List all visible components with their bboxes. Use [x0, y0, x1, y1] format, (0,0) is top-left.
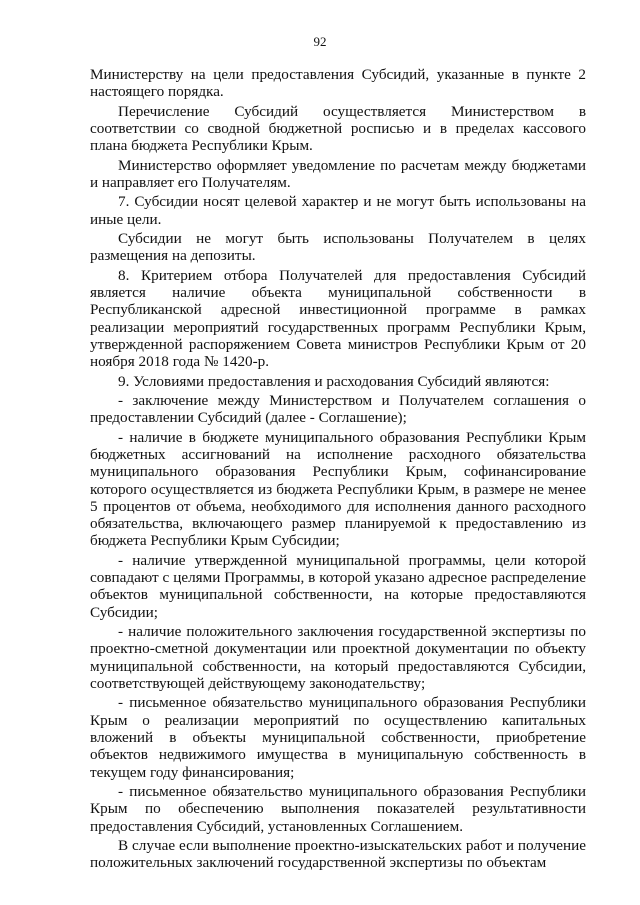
paragraph: Субсидии не могут быть использованы Получателем в целях размещения на депозиты. [90, 230, 586, 265]
paragraph: - наличие положительного заключения государственной экспертизы по проектно-сметной документации или проектной документации по объекту муниципальной собственности, на который предоставляются Субсидии, соответствующей действующему законодательству; [90, 623, 586, 693]
paragraph: В случае если выполнение проектно-изыскательских работ и получение положительных заключений государственной экспертизы по объектам [90, 836, 586, 872]
paragraph: 7. Субсидии носят целевой характер и не могут быть использованы на иные цели. [90, 193, 586, 228]
paragraph: Перечисление Субсидий осуществляется Министерством в соответствии со сводной бюджетной росписью и в пределах кассового плана бюджета Республики Крым. [90, 102, 586, 155]
paragraph: - наличие в бюджете муниципального образования Республики Крым бюджетных ассигнований на исполнение расходного обязательства муниципального образования Республики Крым, софинансирование которого осуществляется из бюджета Республики Крым, в размере не менее 5 процентов от объема, необходимого для исполнения данного расходного обязательства, включающего размер планируемой к предоставлению из бюджета Республики Крым Субсидии; [90, 428, 586, 550]
page-number: 92 [313, 34, 327, 49]
paragraph: - наличие утвержденной муниципальной программы, цели которой совпадают с целями Программы, в которой указано адресное распределение объектов муниципальной собственности, на которые предоставляются Субсидии; [90, 551, 586, 621]
paragraph: 8. Критерием отбора Получателей для предоставления Субсидий является наличие объекта муниципальной собственности в Республиканской адресной инвестиционной программе в рамках реализации мероприятий государственных программ Республики Крым, утвержденной распоряжением Совета министров Республики Крым от 20 ноября 2018 года № 1420-р. [90, 266, 586, 371]
paragraph: Министерству на цели предоставления Субсидий, указанные в пункте 2 настоящего порядка. [90, 66, 586, 101]
paragraph: - письменное обязательство муниципального образования Республики Крым по обеспечению выполнения показателей результативности предоставления Субсидий, установленных Соглашением. [90, 783, 586, 835]
paragraph: - заключение между Министерством и Получателем соглашения о предоставлении Субсидий (далее - Соглашение); [90, 392, 586, 427]
paragraph: 9. Условиями предоставления и расходования Субсидий являются: [118, 372, 550, 390]
paragraph: - письменное обязательство муниципального образования Республики Крым о реализации мероприятий по осуществлению капитальных вложений в объекты муниципальной собственности, приобретение объектов недвижимого имущества в муниципальную собственность в текущем году финансирования; [90, 694, 586, 781]
paragraph: Министерство оформляет уведомление по расчетам между бюджетами и направляет его Получателям. [90, 156, 586, 191]
document-body [90, 66, 586, 874]
